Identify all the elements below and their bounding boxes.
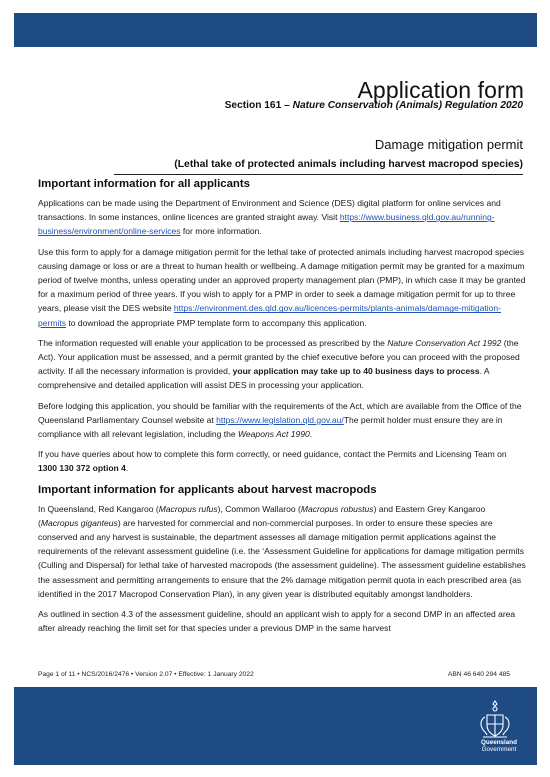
text-processing-b: (the Act). Your application must be assessed, and a permit granted by the chief executive before you can proceed with the proposed activity. If all the necessary information is provided, <box>38 337 520 377</box>
text-species-c: ) and Eastern Grey Kangaroo ( <box>38 503 486 528</box>
text-online-services: Applications can be made using the Department of Environment and Science (DES) digital platform for online services and transactions. In some instances, online licences are granted straight away. Visit <box>38 198 501 223</box>
logo-line-queensland: Queensland <box>480 739 517 746</box>
footer-document-info: Page 1 of 11 • NCS/2016/2476 • Version 2.07 • Effective: 1 January 2022 <box>38 671 254 678</box>
page-subtitle <box>225 100 523 111</box>
text-contact-phone: 1300 130 372 option 4 <box>38 463 126 474</box>
paragraph-contact <box>38 447 526 475</box>
logo-line-government: Government <box>481 746 517 753</box>
text-legislation-c: . <box>309 429 313 440</box>
text-contact-c: . <box>125 463 129 474</box>
text-permit-scope: Use this form to apply for a damage mitigation permit for the lethal take of protected animals including harvest macropod species causing damage or loss or are a threat to human health or wellbeing. A damage mitigation permit may be granted for a maximum period of twelve months, unless operating under an approved property management plan (PMP), in which case it may be granted for a maximum period of three years. If you wish to apply for a PMP in order to seek a damage mitigation permit for up to three years, please visit the DES website <box>38 246 526 314</box>
page-title: Application form <box>357 77 524 103</box>
text-legislation-b: The permit holder must ensure they are in compliance with all relevant legislation, including the <box>38 414 503 440</box>
top-banner <box>14 13 537 47</box>
text-species-d: ) are harvested for commercial and non-commercial purposes. In order to ensure these species are conserved and any harvest is sustainable, the department assesses all damage mitigation permit applications against the requirements of the relevant assessment guideline (i.e. the ‘Assessment Guideline for applications for damage mitigation permits (Culling and Dispersal) for lethal take of harvested macropods (the assessment guideline). The assessment guideline establishes the assessment and permitting arrangements to ensure that the 2% damage mitigation permit quota in each prescribed area (as identified in the 2017 Macropod Conservation Plan), in any given year is distributed equitably amongst landholders. <box>38 517 526 599</box>
link-online-services[interactable]: https://www.business.qld.gov.au/running-business/environment/online-services <box>38 212 495 237</box>
section-heading-all-applicants: Important information for all applicants <box>38 178 251 190</box>
text-processing-c: . A comprehensive and detailed application will assist DES in processing your application. <box>38 366 490 391</box>
section-heading-harvest-macropods: Important information for applicants about harvest macropods <box>38 483 377 496</box>
footer-abn: ABN 46 640 294 485 <box>447 671 510 678</box>
text-species-red-kangaroo: Macropus rufus <box>158 503 218 514</box>
text-processing-a: The information requested will enable your application to be processed as prescribed by the <box>38 337 388 348</box>
text-legislation-a: Before lodging this application, you should be familiar with the requirements of the Act, which are available from the Office of the Queensland Parliamentary Counsel website at <box>38 400 522 425</box>
text-species-a: In Queensland, Red Kangaroo ( <box>38 503 159 514</box>
link-damage-mitigation-permits[interactable]: https://environment.des.qld.gov.au/licences-permits/plants-animals/damage-mitigation-permits <box>38 303 502 328</box>
crest-label <box>481 739 517 753</box>
paragraph-processing <box>38 336 526 393</box>
paragraph-online-services <box>38 196 526 239</box>
text-species-grey-kangaroo: Macropus giganteus <box>40 517 118 528</box>
text-processing-time: your application may take up to 40 business days to process <box>232 366 480 377</box>
link-legislation[interactable]: https://www.legislation.qld.gov.au/ <box>216 414 344 425</box>
text-act-name: Nature Conservation Act 1992 <box>387 337 502 348</box>
text-contact-a: If you have queries about how to complete this form correctly, or need guidance, contact the Permits and Licensing Team on <box>38 449 507 460</box>
paragraph-second-dmp: As outlined in section 4.3 of the assessment guideline, should an applicant wish to apply for a second DMP in an affected area after already reaching the limit set for that species under a previous DMP in the same harvest <box>38 609 516 634</box>
text-species-wallaroo: Macropus robustus <box>300 503 374 514</box>
paragraph-legislation <box>38 399 526 442</box>
permit-subtitle-container <box>114 154 523 175</box>
text-permit-scope-after: to download the appropriate PMP template form to accompany this application. <box>66 317 367 328</box>
paragraph-harvest-species <box>38 502 526 601</box>
subtitle-prefix: Section 161 – <box>224 100 293 111</box>
text-online-services-after: for more information. <box>180 226 262 237</box>
permit-title: Damage mitigation permit <box>374 137 523 152</box>
bottom-banner <box>14 687 537 765</box>
subtitle-regulation: Nature Conservation (Animals) Regulation 2020 <box>292 100 523 111</box>
paragraph-permit-scope <box>38 245 526 330</box>
text-weapons-act: Weapons Act 1990 <box>238 429 310 440</box>
main-content <box>38 178 526 641</box>
page-footer <box>38 671 510 678</box>
text-species-b: ), Common Wallaroo ( <box>217 503 301 514</box>
permit-subtitle: (Lethal take of protected animals including harvest macropod species) <box>174 159 523 170</box>
